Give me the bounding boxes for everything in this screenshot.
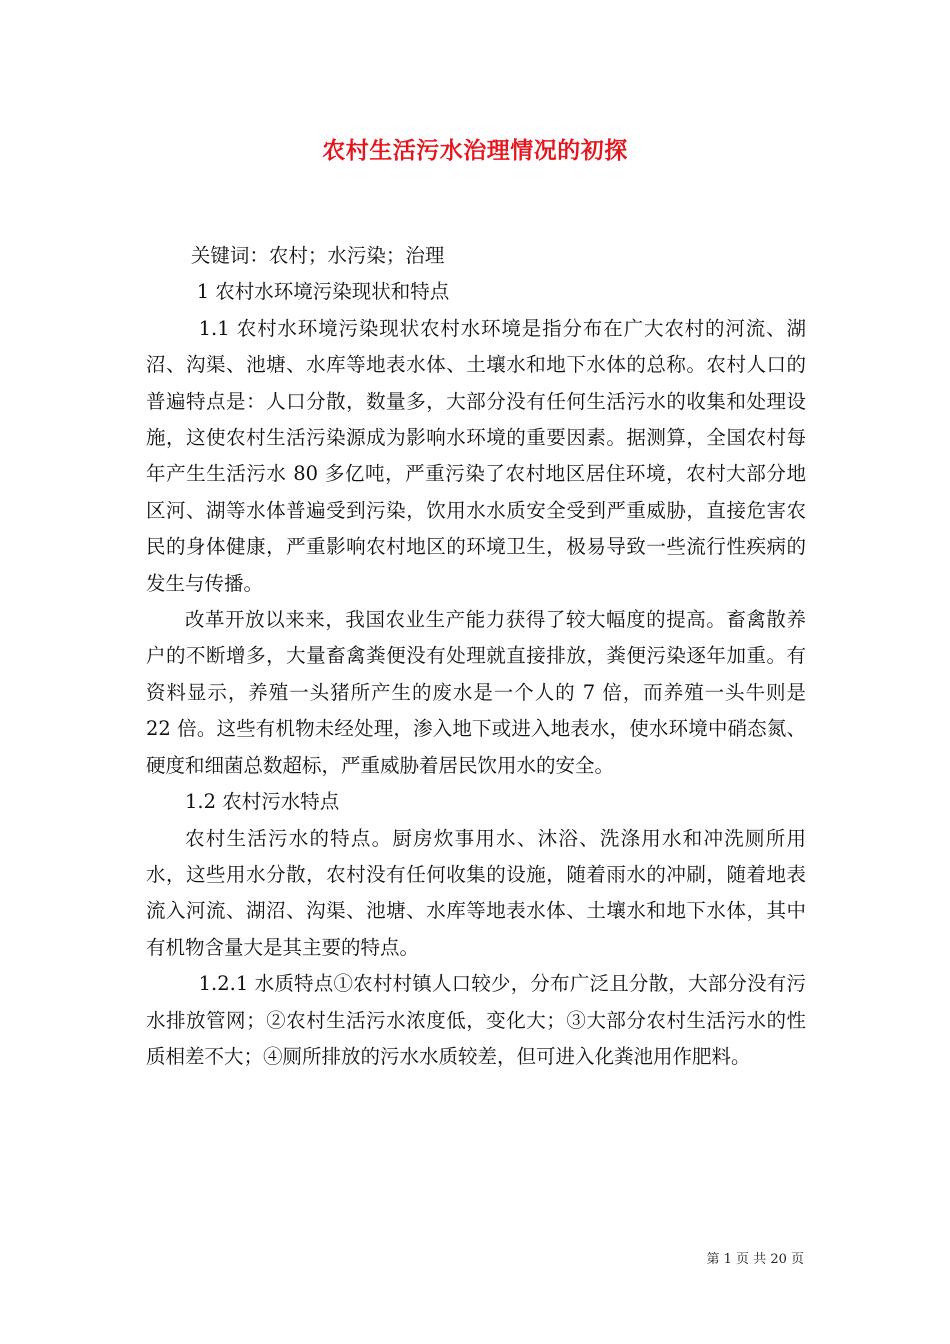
page-number: 第 1 页 共 20 页 <box>706 1252 804 1267</box>
paragraph-reform: 改革开放以来来，我国农业生产能力获得了较大幅度的提高。畜禽散养户的不断增多，大量畜禽粪便没有处理就直接排放，粪便污染逐年加重。有资料显示，养殖一头猪所产生的废水是一个人的 7 倍，而养殖一头牛则是 22 倍。这些有机物未经处理，渗入地下或进入地表水，使水环境中硝态氮、硬度和细菌总数超标，严重威胁着居民饮用水的安全。 <box>146 608 806 777</box>
document-body <box>146 238 806 1075</box>
section-heading-1-2: 1.2 农村污水特点 <box>185 790 340 814</box>
paragraph-1-2-1: 1.2.1 水质特点①农村村镇人口较少，分布广泛且分散，大部分没有污水排放管网；②农村生活污水浓度低，变化大；③大部分农村生活污水的性质相差不大；④厕所排放的污水水质较差，但可进入化粪池用作肥料。 <box>146 972 806 1068</box>
keywords-line: 关键词：农村；水污染；治理 <box>190 244 445 267</box>
paragraph-1-1: 1.1 农村水环境污染现状农村水环境是指分布在广大农村的河流、湖沼、沟渠、池塘、水库等地表水体、土壤水和地下水体的总称。农村人口的普遍特点是：人口分散，数量多，大部分没有任何生活污水的收集和处理设施，这使农村生活污染源成为影响水环境的重要因素。据测算，全国农村每年产生生活污水 80 多亿吨，严重污染了农村地区居住环境，农村大部分地区河、湖等水体普遍受到污染，饮用水水质安全受到严重威胁，直接危害农民的身体健康，严重影响农村地区的环境卫生，极易导致一些流行性疾病的发生与传播。 <box>146 316 806 595</box>
section-heading-1: 1 农村水环境污染现状和特点 <box>196 280 450 304</box>
document-title: 农村生活污水治理情况的初探 <box>322 137 628 164</box>
paragraph-sewage-features: 农村生活污水的特点。厨房炊事用水、沐浴、洗涤用水和冲洗厕所用水，这些用水分散，农村没有任何收集的设施，随着雨水的冲刷，随着地表流入河流、湖沼、沟渠、池塘、水库等地表水体、土壤水和地下水体，其中有机物含量大是其主要的特点。 <box>146 826 806 959</box>
